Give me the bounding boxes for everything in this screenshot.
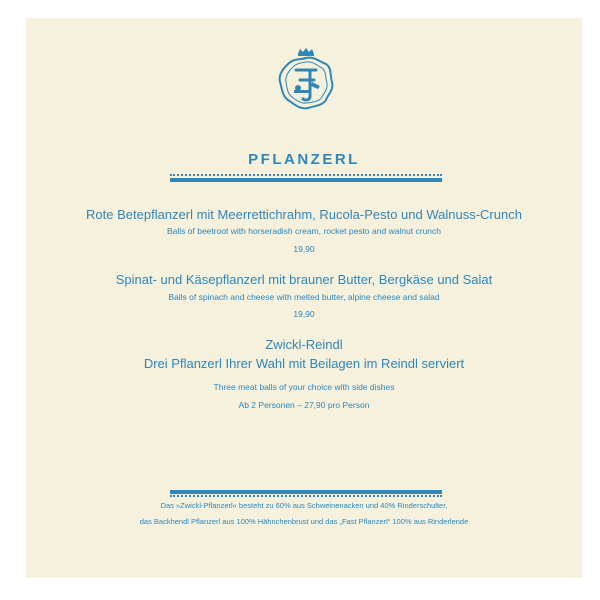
footnote-line-1: Das »Zwickl-Pflanzerl« besteht zu 60% aus Schweinenacken und 40% Rinderschulter, bbox=[160, 501, 448, 510]
footnote-line-2: das Backhendl Pflanzerl aus 100% Hähnchenbrust und das „Fast Pflanzerl“ 100% aus Rinderlende bbox=[139, 517, 469, 526]
item-3-name-line1: Zwickl-Reindl bbox=[265, 337, 343, 352]
item-1-price: 19,90 bbox=[293, 244, 315, 254]
menu-card bbox=[26, 18, 582, 578]
item-3-description: Three meat balls of your choice with side dishes bbox=[213, 382, 395, 392]
item-3-name-line2: Drei Pflanzerl Ihrer Wahl mit Beilagen im Reindl serviert bbox=[143, 356, 465, 371]
item-2-description: Balls of spinach and cheese with melted butter, alpine cheese and salad bbox=[168, 292, 440, 302]
meat-grinder-seal-icon bbox=[274, 48, 338, 116]
item-1-name: Rote Betepflanzerl mit Meerrettichrahm, Rucola-Pesto und Walnuss-Crunch bbox=[86, 207, 522, 222]
item-1-description: Balls of beetroot with horseradish cream, rocket pesto and walnut crunch bbox=[166, 226, 442, 236]
section-title: PFLANZERL bbox=[248, 151, 360, 168]
title-divider bbox=[170, 174, 442, 183]
item-3-price: Ab 2 Personen – 27,90 pro Person bbox=[238, 400, 370, 410]
item-2-price: 19,90 bbox=[293, 309, 315, 319]
item-2-name: Spinat- und Käsepflanzerl mit brauner Butter, Bergkäse und Salat bbox=[115, 272, 493, 287]
